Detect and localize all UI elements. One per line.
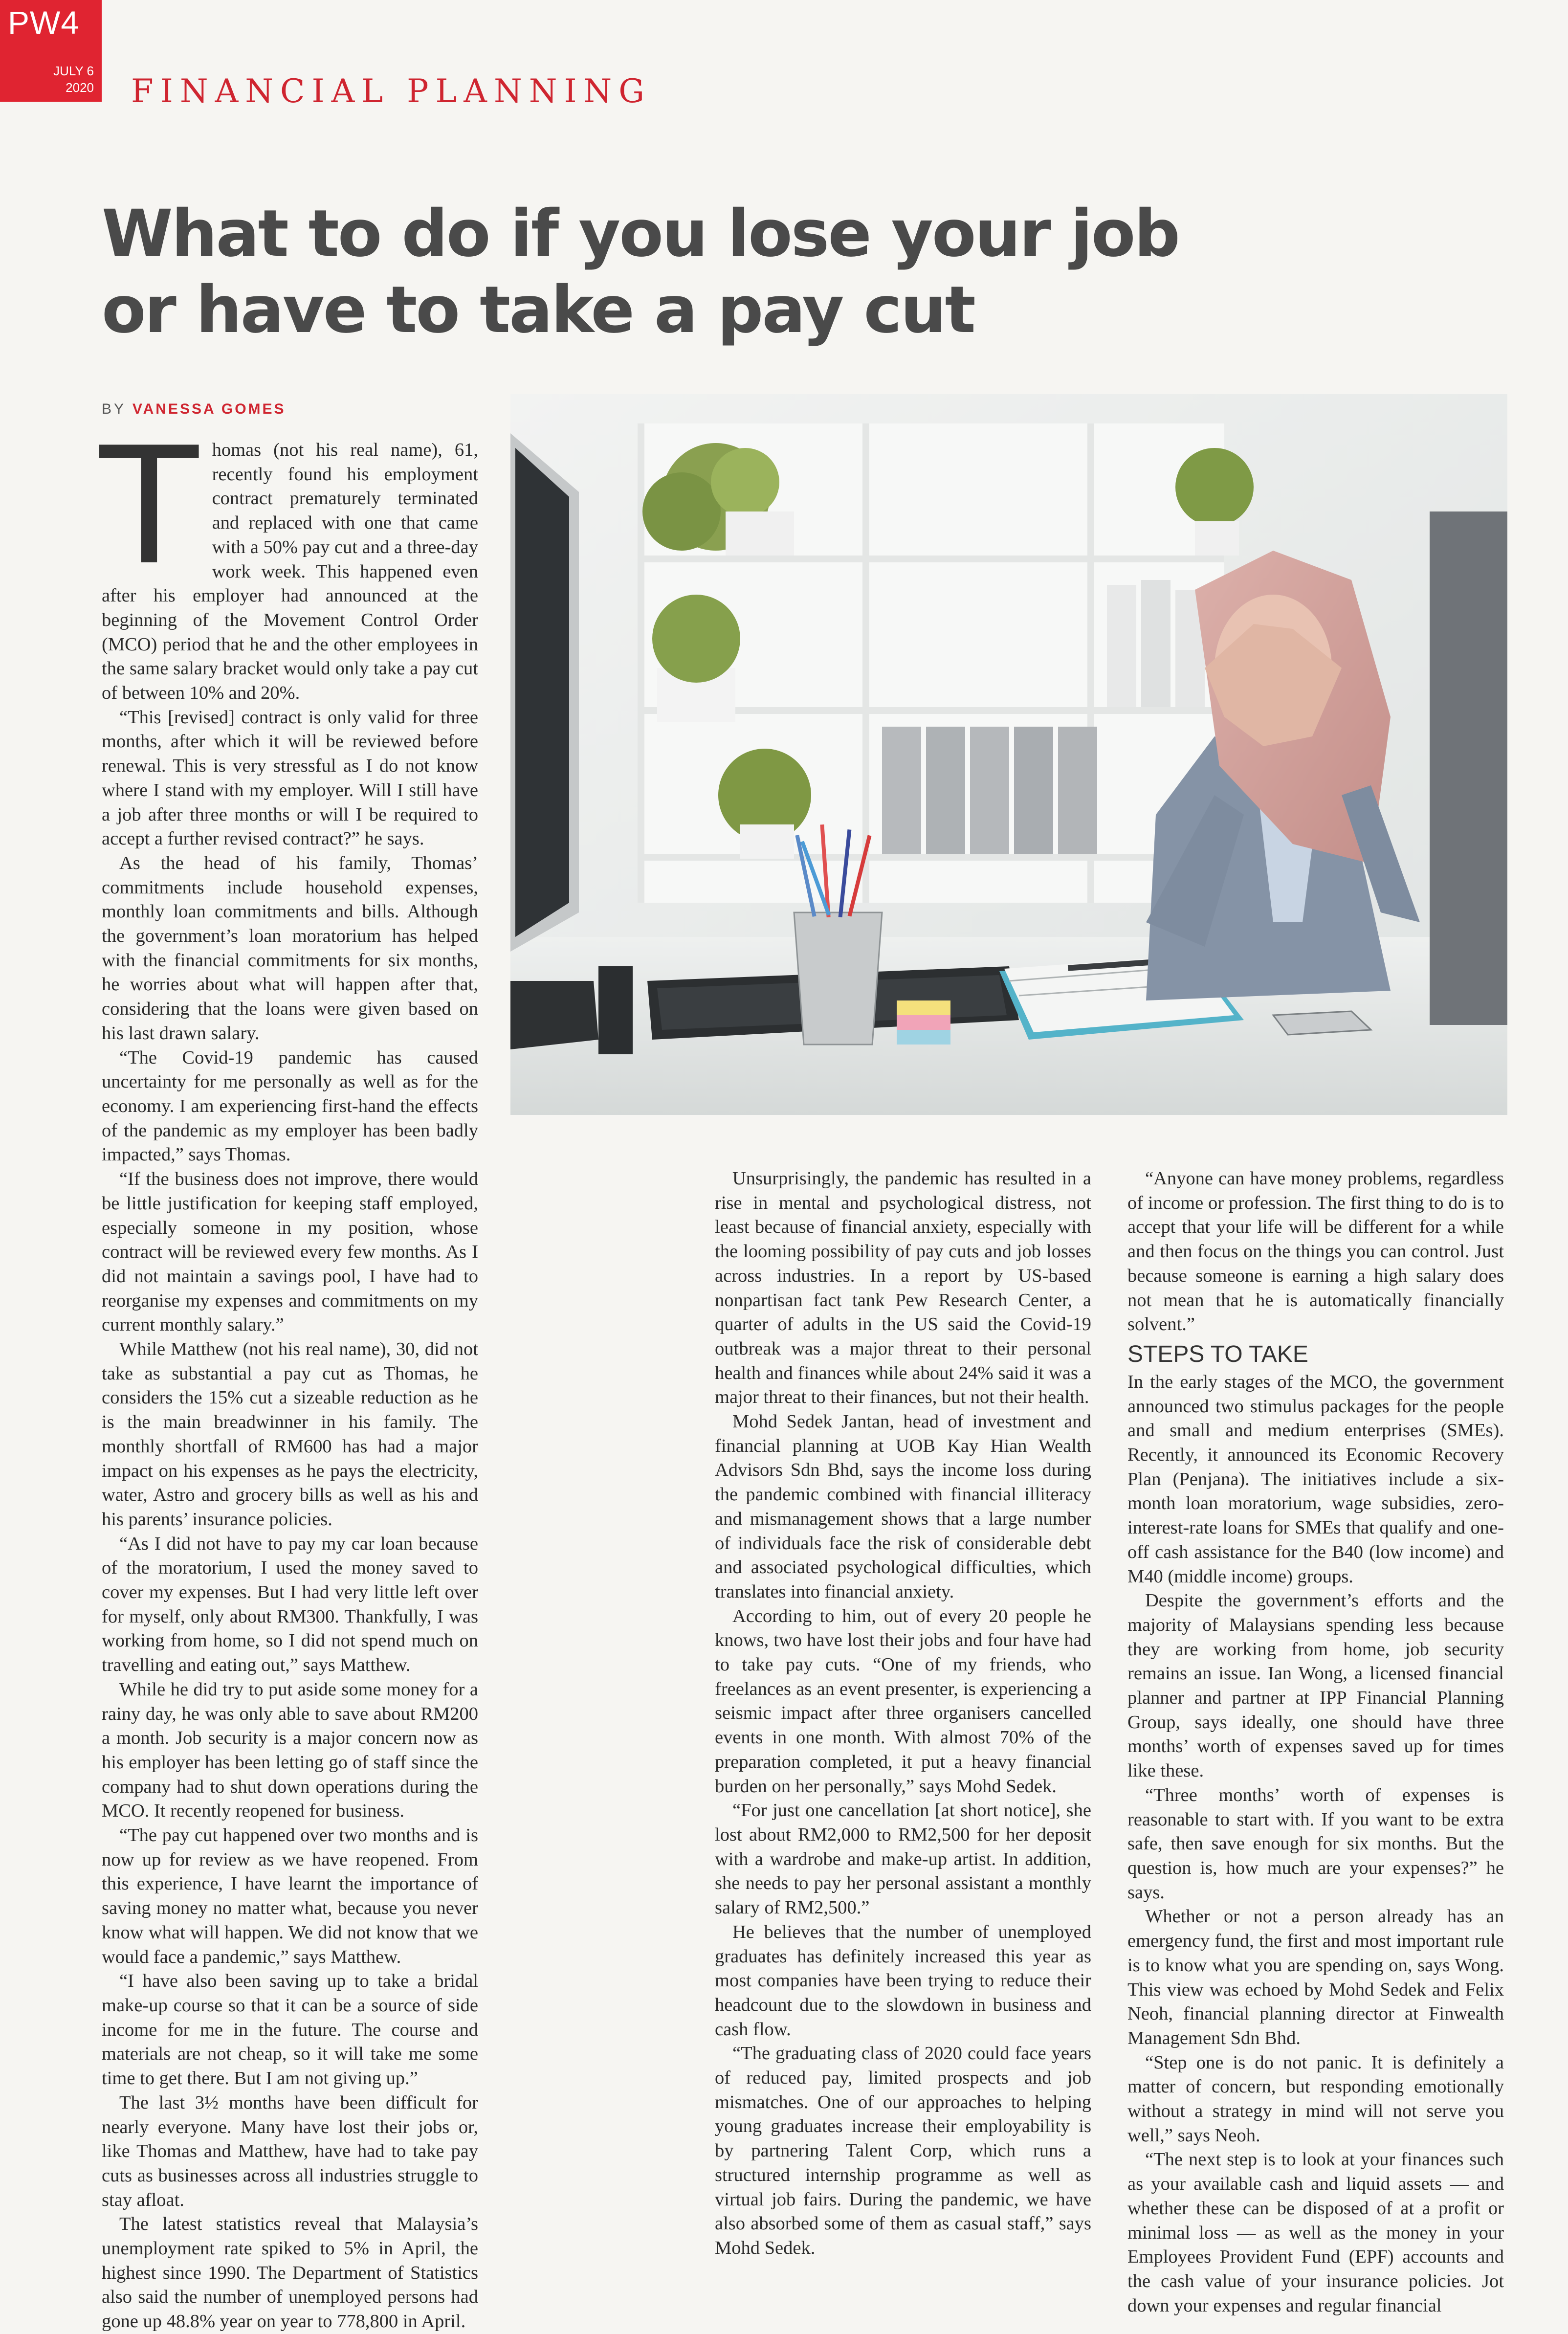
paragraph: “The next step is to look at your finances such as your available cash and liquid assets — and whether these can be disposed of at a profit or minimal loss — as well as the money in your Employees Provident Fund (EPF) accounts and the cash value of your insurance policies. Jot down your expenses and regular financial — [1127, 2149, 1504, 2316]
paragraph: Whether or not a person already has an emergency fund, the first and most important rule is to know what you are spending on, says Wong. This view was echoed by Mohd Sedek and Felix Neoh, financial planning director at Finwealth Management Sdn Bhd. — [1127, 1906, 1504, 2048]
paragraph: “The pay cut happened over two months and is now up for review as we have reopened. From this experience, I have learnt the importance of saving money no matter what, because you never know what will happen. We did not know that we would face a pandemic,” says Matthew. — [102, 1825, 478, 1967]
paragraph: As the head of his family, Thomas’ commitments include household expenses, monthly loan commitments and bills. Although the government’s loan moratorium has helped with the financial commitments for six months, he worries about what will happen after that, considering that the loans were given based on his last drawn salary. — [102, 852, 478, 1044]
paragraph: “Three months’ worth of expenses is reasonable to start with. If you want to be extra safe, then save enough for six months. But the question is, how much are your expenses?” he says. — [1127, 1784, 1504, 1903]
headline-line-1: What to do if you lose your job — [102, 196, 1179, 271]
section-title: FINANCIAL PLANNING — [131, 72, 652, 110]
headline — [102, 196, 1422, 348]
column-3 — [1127, 1167, 1504, 2318]
paragraph: Despite the government’s efforts and the majority of Malaysians spending less because they are working from home, job security remains an issue. Ian Wong, a licensed financial planner and partner at IPP Financial Planning Group, says ideally, one should have three months’ worth of expenses saved up for times like these. — [1127, 1590, 1504, 1781]
drop-cap: T — [100, 413, 199, 600]
paragraph: Mohd Sedek Jantan, head of investment and financial planning at UOB Kay Hian Wealth Advisors Sdn Bhd, says the income loss during the pandemic combined with financial illiteracy and mismanagement shows that a large number of individuals face the risk of considerable debt and associated psychological difficulties, which translates into financial anxiety. — [715, 1411, 1091, 1602]
paragraph: He believes that the number of unemployed graduates has definitely increased this year as most companies have been trying to reduce their headcount due to the slowdown in business and cash flow. — [715, 1921, 1091, 2040]
paragraph: While Matthew (not his real name), 30, did not take as substantial a pay cut as Thomas, he considers the 15% cut a sizeable reduction as he is the main breadwinner in his family. The monthly shortfall of RM600 has had a major impact on his expenses as he pays the electricity, water, Astro and grocery bills as well as his and his parents’ insurance policies. — [102, 1339, 478, 1530]
paragraph: While he did try to put aside some money for a rainy day, he was only able to save about RM200 a month. Job security is a major concern now as his employer has been letting go of staff since the company had to shut down operations during the MCO. It recently reopened for business. — [102, 1679, 478, 1822]
lead-text: homas (not his real name), 61, recently found his employment contract prematurely terminated and replaced with one that came with a 50% pay cut and a three-day work week. This happened even after his employer had announced at the beginning of the Movement Control Order (MCO) period that he and the other employees in the same salary bracket would only take a pay cut of between 10% and 20%. — [102, 440, 478, 704]
page-number: PW4 — [8, 4, 80, 41]
paragraph: The latest statistics reveal that Malaysia’s unemployment rate spiked to 5% in April, the highest since 1990. The Department of Statistics also said the number of unemployed persons had gone up 48.8% year on year to 778,800 in April. — [102, 2214, 478, 2332]
issue-date — [53, 63, 94, 96]
page-tab — [0, 0, 102, 102]
paragraph: “I have also been saving up to take a bridal make-up course so that it can be a source of side income for me in the future. The course and materials are not cheap, so it will take me some time to get there. But I am not giving up.” — [102, 1971, 478, 2089]
paragraph: “Step one is do not panic. It is definitely a matter of concern, but responding emotionally without a strategy in mind will not serve you well,” says Neoh. — [1127, 2052, 1504, 2146]
issue-date-line2: 2020 — [66, 80, 94, 95]
paragraph: In the early stages of the MCO, the government announced two stimulus packages for the people and small and medium enterprises (SMEs). Recently, it announced its Economic Recovery Plan (Penjana). The initiatives include a six-month loan moratorium, wage subsidies, zero-interest-rate loans for SMEs that qualify and one-off cash assistance for the B40 (low income) and M40 (middle income) groups. — [1127, 1371, 1504, 1587]
issue-date-line1: JULY 6 — [53, 64, 94, 78]
paragraph: “Anyone can have money problems, regardless of income or profession. The first thing to do is to accept that your life will be different for a while and then focus on the things you can control. Just because someone is earning a high salary does not mean that he is automatically financially solvent.” — [1127, 1168, 1504, 1335]
paragraph — [100, 413, 478, 706]
paragraph: “This [revised] contract is only valid for three months, after which it will be reviewed before renewal. This is very stressful as I do not know where I stand with my employer. Will I still have a job after three months or will I be required to accept a further revised contract?” he says. — [102, 707, 478, 849]
paragraph: “The graduating class of 2020 could face years of reduced pay, limited prospects and job mismatches. One of our approaches to helping young graduates increase their employability is by partnering Talent Corp, which runs a structured internship programme as well as virtual job fairs. During the pandemic, we have also absorbed some of them as casual staff,” says Mohd Sedek. — [715, 2043, 1091, 2258]
headline-line-2: or have to take a pay cut — [102, 272, 974, 348]
paragraph: “As I did not have to pay my car loan because of the moratorium, I used the money saved to cover my expenses. But I had very little left over for myself, only about RM300. Thankfully, I was working from home, so I did not spend much on travelling and eating out,” says Matthew. — [102, 1533, 478, 1676]
paragraph: “The Covid-19 pandemic has caused uncertainty for me personally as well as for the economy. I am experiencing first-hand the effects of the pandemic as my employer has been badly impacted,” says Thomas. — [102, 1047, 478, 1165]
paragraph: Unsurprisingly, the pandemic has resulted in a rise in mental and psychological distress, not least because of financial anxiety, especially with the looming possibility of pay cuts and job losses across industries. In a report by US-based nonpartisan fact tank Pew Research Center, a quarter of adults in the US said the Covid-19 outbreak was a major threat to their personal health and finances while about 24% said it was a major threat to their finances, but not their health. — [715, 1168, 1091, 1408]
paragraph: The last 3½ months have been difficult for nearly everyone. Many have lost their jobs or, like Thomas and Matthew, have had to take pay cuts as businesses across all industries struggle to stay afloat. — [102, 2092, 478, 2210]
column-2 — [715, 1167, 1091, 2261]
paragraph: “For just one cancellation [at short notice], she lost about RM2,000 to RM2,500 for her deposit with a wardrobe and make-up artist. In addition, she needs to pay her personal assistant a monthly salary of RM2,500.” — [715, 1800, 1091, 1918]
byline-prefix: BY — [102, 401, 126, 417]
column-1 — [100, 413, 478, 2334]
article-photo — [510, 394, 1507, 1115]
subheading-steps-to-take: STEPS TO TAKE — [1127, 1341, 1308, 1367]
author-name: VANESSA GOMES — [132, 401, 286, 417]
paragraph: According to him, out of every 20 people he knows, two have lost their jobs and four have had to take pay cuts. “One of my friends, who freelances as an event presenter, is experiencing a seismic impact after three organisers cancelled events in one month. With almost 70% of the preparation completed, it put a heavy financial burden on her personally,” says Mohd Sedek. — [715, 1605, 1091, 1797]
paragraph: “If the business does not improve, there would be little justification for keeping staff employed, especially someone in my position, whose contract will be reviewed every few months. As I did not maintain a savings pool, I have had to reorganise my expenses and commitments on my current monthly salary.” — [102, 1169, 478, 1335]
